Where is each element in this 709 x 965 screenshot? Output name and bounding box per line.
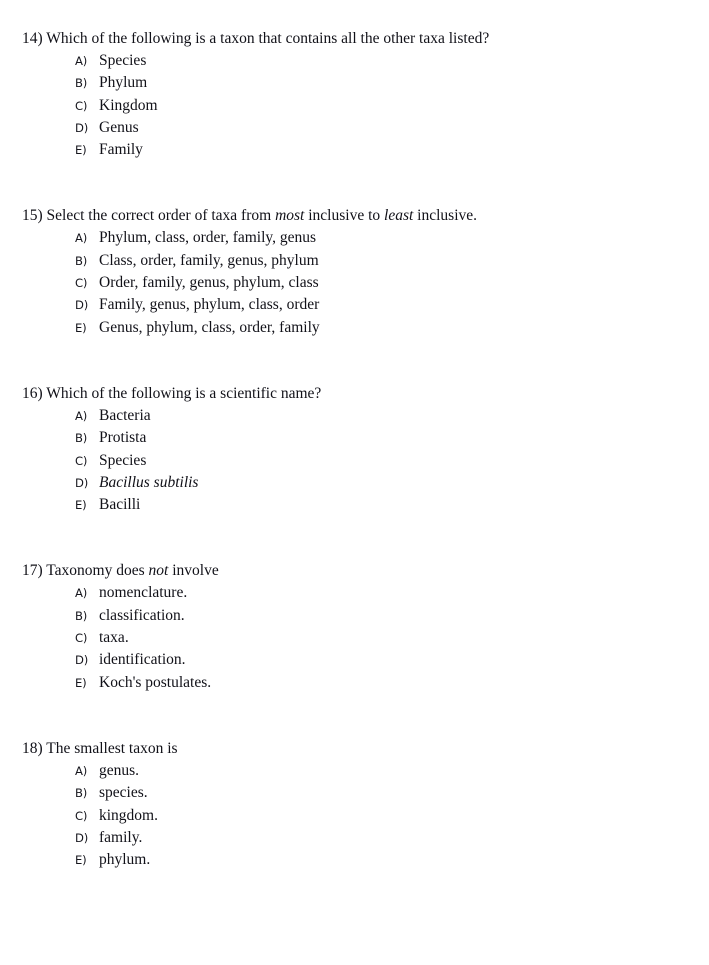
question-number: 17) [22, 562, 43, 580]
option-letter: C) [75, 453, 88, 468]
question-stem [0, 383, 709, 404]
option-row[interactable] [0, 139, 709, 161]
option-row[interactable] [0, 117, 709, 139]
option-letter: E) [75, 320, 87, 335]
option-letter: B) [75, 253, 88, 268]
option-letter: A) [75, 231, 88, 246]
option-row[interactable] [0, 50, 709, 72]
option-row[interactable] [0, 494, 709, 516]
option-text: genus. [99, 761, 140, 779]
option-row[interactable] [0, 72, 709, 94]
option-text: Genus [99, 118, 139, 136]
question-stem [0, 560, 709, 581]
option-row[interactable] [0, 427, 709, 449]
option-letter: D) [75, 298, 89, 313]
block-spacer [0, 339, 709, 383]
option-letter: E) [75, 143, 87, 158]
question-stem [0, 205, 709, 226]
option-text: Koch's postulates. [99, 673, 212, 691]
option-letter: D) [75, 120, 89, 135]
question-text: Which of the following is a scientific name? [46, 384, 322, 402]
option-text: Phylum, class, order, family, genus [99, 229, 317, 247]
option-row[interactable] [0, 649, 709, 671]
option-text: Species [99, 451, 147, 469]
question-stem [0, 28, 709, 49]
option-row[interactable] [0, 827, 709, 849]
question-text: Taxonomy does not involve [46, 562, 219, 580]
option-list [0, 760, 709, 871]
block-spacer [0, 161, 709, 205]
option-row[interactable] [0, 782, 709, 804]
option-text: classification. [99, 606, 185, 624]
option-text: Bacillus subtilis [99, 473, 199, 491]
option-letter: E) [75, 675, 87, 690]
option-text: Bacilli [99, 496, 141, 514]
option-row[interactable] [0, 760, 709, 782]
question-block [0, 560, 709, 693]
block-spacer [0, 516, 709, 560]
option-row[interactable] [0, 805, 709, 827]
option-row[interactable] [0, 849, 709, 871]
option-row[interactable] [0, 672, 709, 694]
option-row[interactable] [0, 294, 709, 316]
option-text: identification. [99, 651, 186, 669]
question-number: 15) [22, 207, 43, 225]
option-letter: A) [75, 54, 88, 68]
option-text: nomenclature. [99, 584, 188, 602]
option-letter: D) [75, 653, 89, 668]
option-list [0, 405, 709, 516]
option-list [0, 50, 709, 161]
question-text: The smallest taxon is [46, 739, 178, 757]
option-text: Protista [99, 429, 147, 447]
option-row[interactable] [0, 405, 709, 427]
option-letter: E) [75, 853, 87, 868]
option-text: species. [99, 784, 148, 802]
option-letter: C) [75, 98, 88, 113]
option-row[interactable] [0, 472, 709, 494]
option-text: taxa. [99, 629, 129, 647]
option-text: kingdom. [99, 806, 158, 824]
question-number: 16) [22, 384, 43, 402]
option-letter: D) [75, 830, 89, 845]
question-block [0, 28, 709, 161]
block-spacer [0, 694, 709, 738]
option-row[interactable] [0, 582, 709, 604]
option-letter: C) [75, 631, 88, 646]
option-row[interactable] [0, 450, 709, 472]
option-text: Bacteria [99, 406, 151, 424]
option-letter: B) [75, 76, 88, 91]
option-row[interactable] [0, 272, 709, 294]
option-letter: B) [75, 608, 88, 623]
option-row[interactable] [0, 317, 709, 339]
option-text: Species [99, 52, 147, 69]
option-letter: A) [75, 763, 88, 778]
option-text: Phylum [99, 74, 148, 92]
option-letter: E) [75, 498, 87, 513]
option-text: Genus, phylum, class, order, family [99, 318, 320, 336]
option-letter: A) [75, 408, 88, 423]
option-text: Kingdom [99, 96, 158, 114]
option-row[interactable] [0, 227, 709, 249]
option-letter: A) [75, 586, 88, 601]
option-letter: C) [75, 276, 88, 291]
option-letter: C) [75, 808, 88, 823]
question-text: Select the correct order of taxa from most inclusive to least inclusive. [46, 207, 478, 225]
option-text: phylum. [99, 851, 151, 869]
question-text: Which of the following is a taxon that contains all the other taxa listed? [46, 30, 490, 47]
option-letter: B) [75, 431, 88, 446]
option-letter: B) [75, 786, 88, 801]
option-row[interactable] [0, 95, 709, 117]
question-number: 18) [22, 739, 43, 757]
question-number: 14) [22, 30, 43, 47]
option-text: Family [99, 141, 143, 159]
option-text: Order, family, genus, phylum, class [99, 274, 319, 292]
option-row[interactable] [0, 605, 709, 627]
question-stem [0, 738, 709, 759]
option-row[interactable] [0, 250, 709, 272]
question-block [0, 205, 709, 338]
option-list [0, 227, 709, 338]
option-list [0, 582, 709, 693]
option-text: family. [99, 828, 143, 846]
option-letter: D) [75, 475, 89, 490]
option-row[interactable] [0, 627, 709, 649]
option-text: Family, genus, phylum, class, order [99, 296, 320, 314]
question-block [0, 383, 709, 516]
option-text: Class, order, family, genus, phylum [99, 251, 319, 269]
question-block [0, 738, 709, 871]
